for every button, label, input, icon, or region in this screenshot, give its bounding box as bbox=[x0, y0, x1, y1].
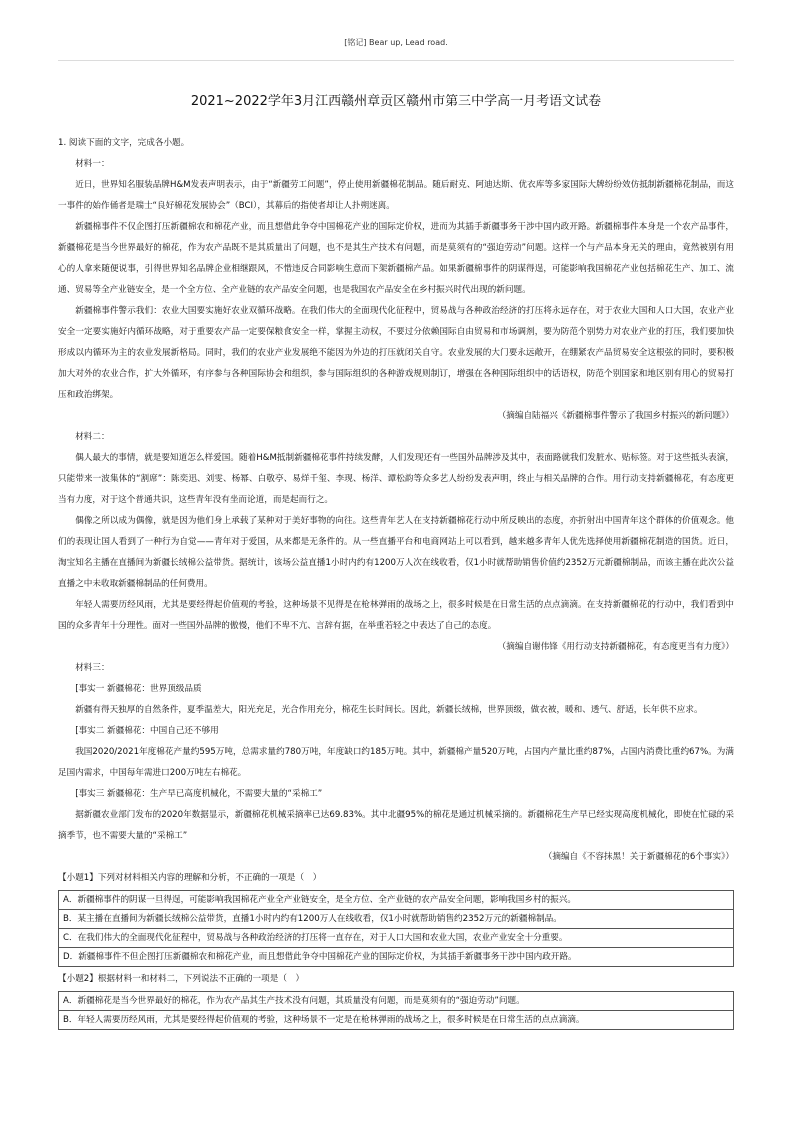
fact-3-body: 据新疆农业部门发布的2020年数据显示，新疆棉花机械采摘率已达69.83%。其中北疆95%的棉花是通过机械采摘的。新疆棉花生产早已经实现高度机械化，即使在忙碌的采摘季节，也不需要大量的“采棉工” bbox=[58, 810, 734, 841]
top-banner: [铭记] Bear up, Lead road. bbox=[344, 38, 448, 47]
material-2-paragraph-1: 偶人最大的事情，就是要知道怎么样爱国。随着H&M抵制新疆棉花事件持续发酵，人们发现还有一些国外品牌涉及其中，表面路就我们发脏水、贴标签。对于这些抵头表演，只能带来一波集体的“割席”：陈奕迅、刘雯、杨幂、白敬亭、易烊千玺、李现、杨洋、谭松韵等众多艺人纷纷发表声明，终止与相关品牌的合作。用行动支持新疆棉花，有态度更当有力度，对于这个普通共识，这些青年没有坐而论道，而是起而行之。 bbox=[58, 453, 734, 505]
question-2-stem: 【小题2】根据材料一和材料二，下列说法不正确的一项是（ ） bbox=[58, 974, 305, 984]
material-1-paragraph-1: 近日，世界知名服装品牌H&M发表声明表示，由于“新疆劳工问题”，停止使用新疆棉花制品。随后耐克、阿迪达斯、优衣库等多家国际大牌纷纷效仿抵制新疆棉花制品，而这一事件的始作俑者是瑞士“良好棉花发展协会”（BCI），其幕后的指使者却让人扑朔迷离。 bbox=[58, 180, 734, 211]
exam-title: 2021~2022学年3月江西赣州章贡区赣州市第三中学高一月考语文试卷 bbox=[190, 94, 602, 109]
question-intro: 1. 阅读下面的文字，完成各小题。 bbox=[58, 138, 190, 148]
fact-2-body: 我国2020/2021年度棉花产量约595万吨，总需求量约780万吨，年度缺口约185万吨。其中，新疆棉产量520万吨，占国内产量比重约87%，占国内消费比重约67%。为满足国内需求，中国每年需进口200万吨左右棉花。 bbox=[58, 747, 734, 778]
question-2-options bbox=[58, 991, 734, 1030]
material-1-source: （摘编自陆福兴《新疆棉事件警示了我国乡村振兴的新问题》） bbox=[497, 411, 734, 421]
fact-3-title: [事实三 新疆棉花：生产早已高度机械化，不需要大量的“采棉工” bbox=[75, 789, 323, 799]
material-3-source: （摘编自《不容抹黑！关于新疆棉花的6个事实》） bbox=[543, 852, 734, 862]
q1-option-d[interactable]: D．新疆棉事件不但企图打压新疆棉农和棉花产业，而且想借此争夺中国棉花产业的国际定价权，为其插手新疆事务干涉中国内政开路。 bbox=[59, 948, 734, 967]
material-1-paragraph-2: 新疆棉事件不仅企图打压新疆棉农和棉花产业，而且想借此争夺中国棉花产业的国际定价权，进而为其插手新疆事务干涉中国内政开路。新疆棉事件本身是一个农产品事件，新疆棉花是当今世界最好的棉花，作为农产品既不是其质量出了问题，也不是其生产技术有问题，而是莫须有的“强迫劳动”问题。这样一个与产品本身无关的理由，竟然被别有用心的人拿来随便说事，引得世界知名品牌企业相继跟风，不惜违反合同影响生意而下架新疆棉产品。如果新疆棉事件的阴谋得逞，可能影响我国棉花产业包括棉花生产、加工、流通、贸易等全产业链安全，是一个全方位、全产业链的农产品安全问题，也是我国农产品安全在乡村振兴时代出现的新问题。 bbox=[58, 222, 734, 295]
material-2-source: （摘编自谢伟锋《用行动支持新疆棉花，有态度更当有力度》） bbox=[497, 642, 734, 652]
material-2-paragraph-2: 偶像之所以成为偶像，就是因为他们身上承载了某种对于美好事物的向往。这些青年艺人在支持新疆棉花行动中所反映出的态度，亦折射出中国青年这个群体的价值观念。他们的表现让国人看到了一种行为自觉——青年对于爱国，从来都是无条件的。从一些直播平台和电商网站上可以看到，越来越多青年人优先选择使用新疆棉花制造的国货。近日，淘宝知名主播在直播间为新疆长绒棉公益带货。据统计，该场公益直播1小时内约有1200万人次在线收看，仅1小时就帮助销售价值约2352万元新疆棉制品，而该主播在此次公益直播之中未收取新疆棉制品的任何费用。 bbox=[58, 516, 734, 589]
question-1-stem: 【小题1】下列对材料相关内容的理解和分析，不正确的一项是（ ） bbox=[58, 873, 322, 883]
top-divider bbox=[58, 60, 734, 61]
fact-1-title: [事实一 新疆棉花：世界顶级品质 bbox=[75, 684, 202, 694]
fact-1-body: 新疆有得天独厚的自然条件，夏季温差大，阳光充足，光合作用充分，棉花生长时间长。因此，新疆长绒棉，世界顶级，做衣被，暖和、透气、舒适，长年供不应求。 bbox=[75, 705, 703, 715]
q1-option-a[interactable]: A．新疆棉事件的阴谋一旦得逞，可能影响我国棉花产业全产业链安全，是全方位、全产业链的农产品安全问题，影响我国乡村的振兴。 bbox=[59, 891, 734, 910]
q2-option-a[interactable]: A．新疆棉花是当今世界最好的棉花，作为农产品其生产技术没有问题，其质量没有问题，而是莫须有的“强迫劳动”问题。 bbox=[59, 992, 734, 1011]
fact-2-title: [事实二 新疆棉花：中国自己还不够用 bbox=[75, 726, 219, 736]
material-2-paragraph-3: 年轻人需要历经风雨，尤其是要经得起价值观的考验，这种场景不见得是在枪林弹雨的战场之上，很多时候是在日常生活的点点滴滴。在支持新疆棉花的行动中，我们看到中国的众多青年十分理性。面对一些国外品牌的傲慢，他们不卑不亢、言辞有据，在举重若轻之中表达了自己的态度。 bbox=[58, 600, 734, 631]
material-2-label: 材料二： bbox=[75, 432, 110, 442]
material-1-label: 材料一： bbox=[75, 159, 110, 169]
material-3-label: 材料三： bbox=[75, 663, 110, 673]
question-1-options bbox=[58, 890, 734, 967]
material-1-paragraph-3: 新疆棉事件警示我们：农业大国要实施好农业双循环战略。在我们伟大的全面现代化征程中，贸易战与各种政治经济的打压将永远存在，对于农业大国和人口大国，农业产业安全一定要实施好内循环战略，对于重要农产品一定要保粮食安全一样，掌握主动权，不要过分依赖国际自由贸易和市场调剂，要为防范个别势力对农业产业的打压，我们要加快形成以内循环为主的农业发展新格局。同时，我们的农业产业发展绝不能因为外边的打压就闭关自守。农业发展的大门要永远敞开，在绷紧农产品贸易安全这根弦的同时，要积极加大对外的农业合作，扩大外循环，有序参与各种国际协会和组织，参与国际组织的各种游戏规则制订，增强在各种国际组织中的话语权，防范个别国家和地区别有用心的贸易打压和政治绑架。 bbox=[58, 306, 734, 400]
q1-option-b[interactable]: B．某主播在直播间为新疆长绒棉公益带货，直播1小时内约有1200万人在线收看，仅1小时就帮助销售约2352万元的新疆棉制品。 bbox=[59, 910, 734, 929]
q2-option-b[interactable]: B．年轻人需要历经风雨，尤其是要经得起价值观的考验，这种场景不一定是在枪林弹雨的战场之上，很多时候是在日常生活的点点滴滴。 bbox=[59, 1011, 734, 1030]
q1-option-c[interactable]: C．在我们伟大的全面现代化征程中，贸易战与各种政治经济的打压将一直存在，对于人口大国和农业大国，农业产业安全十分重要。 bbox=[59, 929, 734, 948]
exam-content bbox=[58, 133, 734, 1032]
